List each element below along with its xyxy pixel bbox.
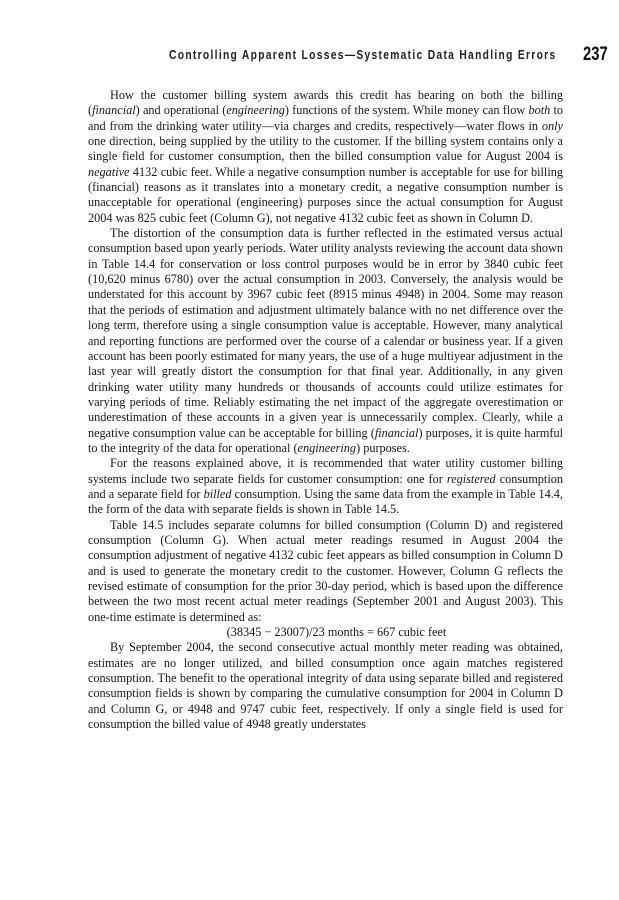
page-number: 237 — [583, 44, 608, 65]
equation: (38345 − 23007)/23 months = 667 cubic feet — [226, 625, 447, 640]
paragraph: How the customer billing system awards this credit has bearing on both the billing (financial) and operational (engineering) functions of the system. While money can flow both to and from the drinking water utility—via charges and credits, respectively—water flows in only one direction, being supplied by the utility to the customer. If the billing system contains only a single field for customer consumption, then the billed consumption value for August 2004 is negative 4132 cubic feet. While a negative consumption number is acceptable for use for billing (financial) reasons as it translates into a monetary credit, a negative consumption number is unacceptable for operational (engineering) purposes since the actual consumption for August 2004 was 825 cubic feet (Column G), not negative 4132 cubic feet as shown in Column D. — [88, 88, 564, 225]
running-title: Controlling Apparent Losses—Systematic Data Handling Errors — [168, 48, 556, 62]
body-text — [88, 88, 563, 732]
running-head — [88, 44, 608, 68]
paragraph: For the reasons explained above, it is recommended that water utility customer billing systems include two separate fields for customer consumption: one for registered consumption and a separate field for billed consumption. Using the same data from the example in Table 14.4, the form of the data with separate fields is shown in Table 14.5. — [88, 456, 563, 517]
paragraph: Table 14.5 includes separate columns for billed consumption (Column D) and registered consumption (Column G). When actual meter readings resumed in August 2004 the consumption adjustment of negative 4132 cubic feet appears as billed consumption in Column D and is used to generate the monetary credit to the customer. However, Column G reflects the revised estimate of consumption for the prior 30-day period, which is based upon the difference between the two most recent actual meter readings (September 2001 and August 2003). This one-time estimate is determined as: — [88, 517, 563, 624]
paragraph: By September 2004, the second consecutive actual monthly meter reading was obtained, estimates are no longer utilized, and billed consumption once again matches registered consumption. The benefit to the operational integrity of data using separate billed and registered consumption fields is shown by comparing the cumulative consumption for 2004 in Column D and Column G, or 4948 and 9747 cubic feet, respectively. If only a single field is used for consumption the billed value of 4948 greatly understates — [88, 640, 563, 732]
paragraph: The distortion of the consumption data is further reflected in the estimated versus actual consumption based upon yearly periods. Water utility analysts reviewing the account data shown in Table 14.4 for conservation or loss control purposes would be in error by 3840 cubic feet (10,620 minus 6780) over the actual consumption in 2003. Conversely, the analysis would be understated for this account by 3967 cubic feet (8915 minus 4948) in 2004. Some may reason that the periods of estimation and adjustment ultimately balance with no net difference over the long term, therefore using a single consumption value is acceptable. However, many analytical and reporting functions are performed over the course of a calendar or business year. If a given account has been poorly estimated for many years, the use of a huge multiyear adjustment in the last year will greatly distort the consumption for that final year. Additionally, in any given drinking water utility many hundreds or thousands of accounts could utilize estimates for varying periods of time. Reliably estimating the net impact of the aggregate overestimation or underestimation of these accounts in a given year is unnecessarily complex. Clearly, while a negative consumption value can be acceptable for billing (financial) purposes, it is quite harmful to the integrity of the data for operational (engineering) purposes. — [88, 226, 563, 455]
